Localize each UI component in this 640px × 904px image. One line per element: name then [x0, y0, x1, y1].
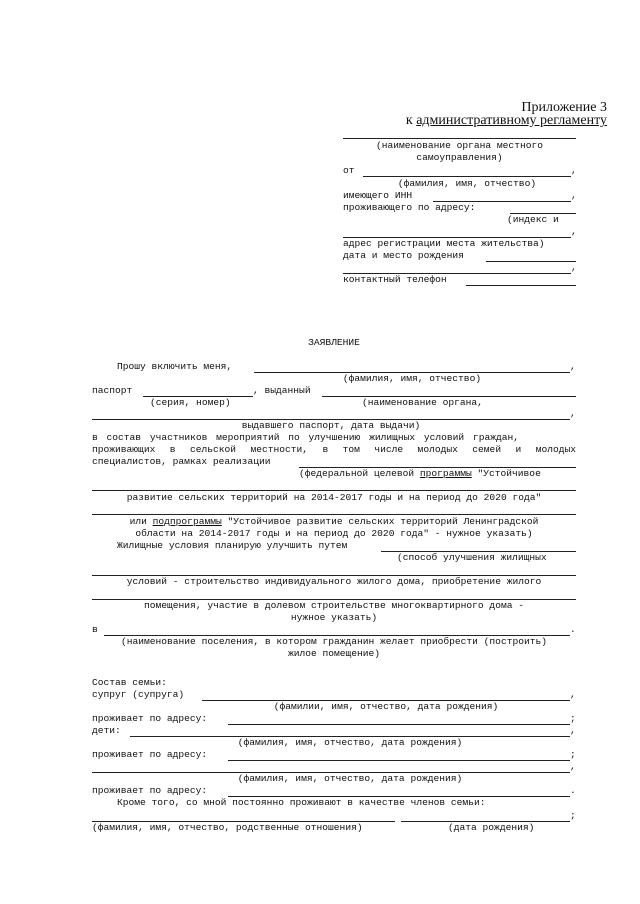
- applicant-fio-hint: (фамилия, имя, отчество): [342, 373, 482, 384]
- child2-address-label: проживает по адресу:: [92, 785, 208, 796]
- family-title: Состав семьи:: [92, 677, 167, 688]
- settlement-hint-2: жилое помещение): [287, 648, 381, 659]
- method-hint-2: условий - строительство индивидуального жилого дома, приобретение жилого: [126, 576, 542, 587]
- para1-line3: специалистов, рамках реализации: [92, 456, 271, 467]
- issuer-hint: (наименование органа,: [362, 397, 483, 408]
- inn-label: имеющего ИНН: [343, 190, 413, 201]
- housing-label: Жилищные условия планирую улучшить путем: [117, 540, 348, 551]
- children-label: дети:: [92, 725, 121, 736]
- settlement-hint: (наименование поселения, в котором гражданин желает приобрести (построить): [120, 636, 548, 647]
- subprogram-hint: или подпрограммы "Устойчивое развитие сельских территорий Ленинградской: [129, 516, 539, 527]
- document-title: ЗАЯВЛЕНИЕ: [308, 337, 360, 348]
- appendix-number: Приложение 3: [521, 100, 607, 115]
- passport-label: паспорт: [92, 385, 133, 396]
- spouse-hint: (фамилии, имя, отчество, дата рождения): [273, 701, 499, 712]
- child1-address-field[interactable]: [228, 760, 570, 761]
- from-fio-field[interactable]: [363, 176, 571, 177]
- para1-line2: проживающих в сельской местности, в том числе молодых семей и молодых: [92, 444, 576, 455]
- address-label: проживающего по адресу:: [343, 202, 476, 213]
- request-label: Прошу включить меня,: [117, 361, 233, 372]
- child1-hint: (фамилия, имя, отчество, дата рождения): [237, 737, 463, 748]
- in-label: в: [92, 624, 98, 635]
- federal-hint: (федеральной целевой программы "Устойчивое: [299, 468, 541, 479]
- series-hint: (серия, номер): [150, 397, 231, 408]
- from-label: от: [343, 165, 355, 176]
- child2-hint: (фамилия, имя, отчество, дата рождения): [237, 773, 463, 784]
- registration-hint: адрес регистрации места жительства): [343, 238, 545, 249]
- organ-hint-2: самоуправления): [416, 152, 503, 163]
- issued-label: , выданный: [253, 385, 311, 396]
- method-hint: (способ улучшения жилищных: [397, 552, 547, 563]
- para1-line1: в состав участников мероприятий по улучшению жилищных условий граждан,: [92, 432, 520, 443]
- subprogram-field[interactable]: [92, 514, 576, 515]
- birthdate-hint: (дата рождения): [448, 822, 535, 833]
- document-page: Приложение 3 к административному регламенту (наименование органа местного самоуправления) от , (фамилия, имя, отчество) имеющего ИНН , проживающего по адресу: (индекс и , адрес регистрации места жительства) дата и место рождения , контактный телефон ЗАЯВЛЕНИЕ Прошу включить меня, , (фамилия, имя, отчество) паспорт , выданный (серия, номер) (наименование органа, , выдавшего паспорт, дата выдачи) в состав участников мероприятий по улучшению жилищных условий граждан, проживающих в сельской местности, в том числе молодых семей и молодых специалистов, рамках реализации (федеральной целевой программы "Устойчивое развитие сельских территорий на 2014-2017 годы и на период до 2020 года" или подпрограммы "Устойчивое развитие сельских территорий Ленинградской области на 2014-2017 годы и на период до 2020 года" - нужное указать) Жилищные условия планирую улучшить путем (способ улучшения жилищных условий - строительство индивидуального жилого дома, приобретение жилого помещения, участие в долевом строительстве многоквартирного дома - нужное указать) в . (наименование поселения, в котором гражданин желает приобрести (построить) жилое помещение) Состав семьи: супруг (супруга) , (фамилии, имя, отчество, дата рождения) проживает по адресу: ; дети: , (фамилия, имя, отчество, дата рождения) проживает по адресу: ; , (фамилия, имя, отчество, дата рождения) проживает по адресу: . Кроме того, со мной постоянно проживают в качестве членов семьи: ; (фамилия, имя, отчество, родственные отношения) (дата рождения): [92, 100, 607, 833]
- method-hint-3: помещения, участие в долевом строительстве многоквартирного дома -: [144, 600, 524, 611]
- reglament-reference: к административному регламенту: [405, 113, 607, 128]
- fio-hint: (фамилия, имя, отчество): [397, 178, 537, 189]
- child1-address-label: проживает по адресу:: [92, 749, 208, 760]
- subprogram-hint-2: области на 2014-2017 годы и на период до 2020 года" - нужное указать): [135, 528, 533, 539]
- other-members-label: Кроме того, со мной постоянно проживают в качестве членов семьи:: [117, 797, 486, 808]
- phone-label: контактный телефон: [343, 274, 447, 285]
- phone-field[interactable]: [466, 285, 576, 286]
- birth-field[interactable]: [486, 261, 576, 262]
- method-hint-4: нужное указать): [290, 612, 378, 623]
- birth-label: дата и место рождения: [343, 250, 464, 261]
- spouse-address-label: проживает по адресу:: [92, 713, 208, 724]
- spouse-address-field[interactable]: [228, 724, 570, 725]
- program-field-2[interactable]: [92, 490, 576, 491]
- organ-hint: (наименование органа местного: [376, 140, 543, 151]
- spouse-label: супруг (супруга): [92, 689, 185, 700]
- index-hint: (индекс и: [507, 214, 559, 225]
- issued-hint: выдавшего паспорт, дата выдачи): [241, 420, 421, 431]
- relatives-hint: (фамилия, имя, отчество, родственные отношения): [92, 822, 363, 833]
- federal-hint-2: развитие сельских территорий на 2014-2017 годы и на период до 2020 года": [126, 492, 542, 503]
- organ-field[interactable]: [343, 138, 576, 139]
